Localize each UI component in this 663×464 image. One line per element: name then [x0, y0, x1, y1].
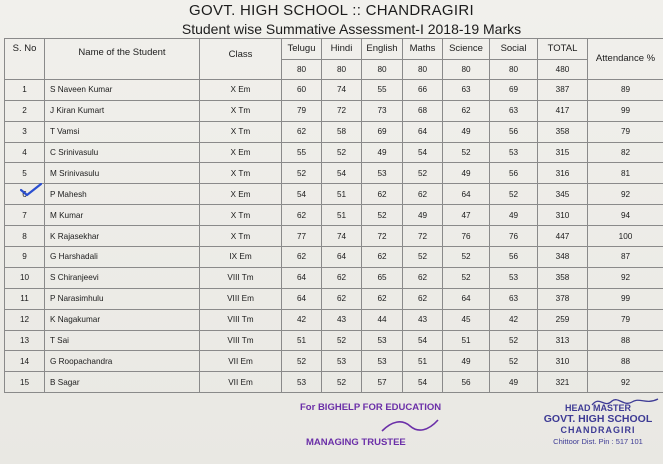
cell-hindi: 52: [322, 142, 362, 163]
cell-maths: 52: [403, 163, 443, 184]
col-header-name: Name of the Student: [45, 39, 200, 80]
cell-maths: 66: [403, 79, 443, 100]
cell-sno: 6: [5, 184, 45, 205]
cell-science: 52: [443, 247, 490, 268]
stamp-line-2: GOVT. HIGH SCHOOL: [543, 413, 653, 425]
cell-science: 45: [443, 309, 490, 330]
cell-total: 348: [538, 247, 588, 268]
cell-social: 69: [490, 79, 538, 100]
cell-social: 53: [490, 142, 538, 163]
cell-student-name: S Naveen Kumar: [45, 79, 200, 100]
max-maths: 80: [403, 59, 443, 79]
marks-table: [4, 38, 663, 393]
cell-sno: 1: [5, 79, 45, 100]
cell-class: VII Em: [200, 372, 282, 393]
cell-total: 316: [538, 163, 588, 184]
cell-attendance: 81: [588, 163, 663, 184]
cell-telugu: 60: [282, 79, 322, 100]
cell-class: X Em: [200, 79, 282, 100]
cell-maths: 51: [403, 351, 443, 372]
cell-student-name: J Kiran Kumart: [45, 100, 200, 121]
cell-class: VIII Tm: [200, 330, 282, 351]
cell-student-name: M Kumar: [45, 205, 200, 226]
cell-total: 358: [538, 121, 588, 142]
cell-sno: 3: [5, 121, 45, 142]
cell-telugu: 42: [282, 309, 322, 330]
cell-english: 62: [362, 184, 403, 205]
cell-science: 51: [443, 330, 490, 351]
cell-social: 49: [490, 372, 538, 393]
cell-science: 52: [443, 142, 490, 163]
cell-maths: 54: [403, 330, 443, 351]
cell-science: 76: [443, 226, 490, 247]
table-row: [5, 205, 663, 226]
cell-class: VIII Tm: [200, 267, 282, 288]
cell-telugu: 52: [282, 163, 322, 184]
cell-hindi: 62: [322, 288, 362, 309]
max-science: 80: [443, 59, 490, 79]
cell-maths: 68: [403, 100, 443, 121]
max-total: 480: [538, 59, 588, 79]
cell-maths: 54: [403, 142, 443, 163]
cell-social: 42: [490, 309, 538, 330]
cell-telugu: 53: [282, 372, 322, 393]
cell-telugu: 62: [282, 247, 322, 268]
cell-science: 49: [443, 163, 490, 184]
school-title: GOVT. HIGH SCHOOL :: CHANDRAGIRI: [189, 2, 474, 19]
cell-class: IX Em: [200, 247, 282, 268]
cell-telugu: 55: [282, 142, 322, 163]
cell-sno: 10: [5, 267, 45, 288]
cell-hindi: 54: [322, 163, 362, 184]
cell-hindi: 51: [322, 205, 362, 226]
max-english: 80: [362, 59, 403, 79]
cell-class: X Tm: [200, 205, 282, 226]
checkmark-icon: [20, 183, 42, 197]
cell-telugu: 64: [282, 288, 322, 309]
cell-english: 53: [362, 330, 403, 351]
cell-social: 56: [490, 247, 538, 268]
table-row: [5, 267, 663, 288]
cell-class: X Tm: [200, 100, 282, 121]
table-row: [5, 351, 663, 372]
col-header-total: TOTAL: [538, 39, 588, 60]
cell-class: X Em: [200, 184, 282, 205]
cell-attendance: 82: [588, 142, 663, 163]
headmaster-stamp: [534, 403, 662, 447]
cell-student-name: G Roopachandra: [45, 351, 200, 372]
cell-attendance: 100: [588, 226, 663, 247]
cell-science: 63: [443, 79, 490, 100]
cell-science: 64: [443, 184, 490, 205]
cell-sno: 15: [5, 372, 45, 393]
cell-maths: 43: [403, 309, 443, 330]
cell-total: 378: [538, 288, 588, 309]
cell-class: X Tm: [200, 121, 282, 142]
cell-total: 321: [538, 372, 588, 393]
cell-total: 447: [538, 226, 588, 247]
cell-attendance: 89: [588, 79, 663, 100]
cell-attendance: 99: [588, 288, 663, 309]
cell-student-name: G Harshadali: [45, 247, 200, 268]
cell-class: X Em: [200, 142, 282, 163]
cell-sno: 7: [5, 205, 45, 226]
cell-sno: 8: [5, 226, 45, 247]
cell-class: X Tm: [200, 226, 282, 247]
table-row: [5, 330, 663, 351]
cell-student-name: T Vamsi: [45, 121, 200, 142]
cell-telugu: 52: [282, 351, 322, 372]
cell-social: 63: [490, 100, 538, 121]
table-row: [5, 247, 663, 268]
cell-student-name: K Rajasekhar: [45, 226, 200, 247]
cell-english: 44: [362, 309, 403, 330]
cell-total: 313: [538, 330, 588, 351]
cell-science: 64: [443, 288, 490, 309]
stamp-line-4: Chittoor Dist. Pin : 517 101: [553, 437, 643, 446]
table-row: [5, 79, 663, 100]
col-header-telugu: Telugu: [282, 39, 322, 60]
managing-trustee-label: MANAGING TRUSTEE: [306, 437, 406, 448]
cell-maths: 62: [403, 267, 443, 288]
cell-english: 57: [362, 372, 403, 393]
cell-maths: 62: [403, 184, 443, 205]
cell-english: 55: [362, 79, 403, 100]
cell-student-name: B Sagar: [45, 372, 200, 393]
cell-social: 56: [490, 121, 538, 142]
report-subtitle: Student wise Summative Assessment-I 2018-19 Marks: [181, 21, 522, 37]
cell-hindi: 52: [322, 330, 362, 351]
cell-social: 56: [490, 163, 538, 184]
col-header-sno: S. No: [5, 39, 45, 80]
cell-social: 76: [490, 226, 538, 247]
cell-hindi: 52: [322, 372, 362, 393]
cell-hindi: 74: [322, 226, 362, 247]
cell-hindi: 53: [322, 351, 362, 372]
cell-sno: 4: [5, 142, 45, 163]
cell-total: 310: [538, 205, 588, 226]
cell-telugu: 51: [282, 330, 322, 351]
cell-hindi: 72: [322, 100, 362, 121]
cell-social: 52: [490, 184, 538, 205]
signature-icon: [380, 417, 440, 435]
stamp-line-1: HEAD MASTER: [564, 403, 631, 413]
cell-science: 52: [443, 267, 490, 288]
table-row: [5, 372, 663, 393]
cell-sno: 12: [5, 309, 45, 330]
col-header-class: Class: [200, 39, 282, 80]
cell-attendance: 88: [588, 351, 663, 372]
table-row: [5, 288, 663, 309]
table-row: [5, 121, 663, 142]
col-header-science: Science: [443, 39, 490, 60]
cell-sno: 2: [5, 100, 45, 121]
cell-attendance: 88: [588, 330, 663, 351]
max-telugu: 80: [282, 59, 322, 79]
cell-sno: 9: [5, 247, 45, 268]
cell-science: 49: [443, 121, 490, 142]
cell-science: 47: [443, 205, 490, 226]
cell-telugu: 62: [282, 121, 322, 142]
cell-maths: 54: [403, 372, 443, 393]
cell-class: X Tm: [200, 163, 282, 184]
cell-hindi: 74: [322, 79, 362, 100]
cell-student-name: P Narasimhulu: [45, 288, 200, 309]
cell-attendance: 92: [588, 267, 663, 288]
cell-telugu: 79: [282, 100, 322, 121]
cell-science: 49: [443, 351, 490, 372]
cell-maths: 72: [403, 226, 443, 247]
cell-science: 62: [443, 100, 490, 121]
cell-total: 259: [538, 309, 588, 330]
cell-english: 52: [362, 205, 403, 226]
cell-social: 49: [490, 205, 538, 226]
col-header-english: English: [362, 39, 403, 60]
cell-english: 72: [362, 226, 403, 247]
cell-student-name: P Mahesh: [45, 184, 200, 205]
table-row: [5, 100, 663, 121]
cell-telugu: 77: [282, 226, 322, 247]
cell-english: 69: [362, 121, 403, 142]
cell-english: 65: [362, 267, 403, 288]
cell-attendance: 92: [588, 184, 663, 205]
cell-maths: 64: [403, 121, 443, 142]
cell-sno: 11: [5, 288, 45, 309]
cell-social: 63: [490, 288, 538, 309]
cell-social: 52: [490, 351, 538, 372]
cell-total: 358: [538, 267, 588, 288]
cell-telugu: 64: [282, 267, 322, 288]
cell-student-name: T Sai: [45, 330, 200, 351]
cell-english: 62: [362, 288, 403, 309]
table-row: [5, 226, 663, 247]
cell-english: 53: [362, 351, 403, 372]
trust-name: For BIGHELP FOR EDUCATION: [300, 402, 442, 413]
cell-attendance: 79: [588, 309, 663, 330]
cell-hindi: 43: [322, 309, 362, 330]
cell-sno: 13: [5, 330, 45, 351]
table-row: [5, 163, 663, 184]
cell-class: VIII Em: [200, 288, 282, 309]
cell-hindi: 64: [322, 247, 362, 268]
cell-sno: 5: [5, 163, 45, 184]
cell-attendance: 94: [588, 205, 663, 226]
cell-student-name: S Chiranjeevi: [45, 267, 200, 288]
max-hindi: 80: [322, 59, 362, 79]
cell-student-name: K Nagakumar: [45, 309, 200, 330]
cell-total: 315: [538, 142, 588, 163]
cell-sno: 14: [5, 351, 45, 372]
cell-attendance: 87: [588, 247, 663, 268]
cell-student-name: M Srinivasulu: [45, 163, 200, 184]
cell-class: VIII Tm: [200, 309, 282, 330]
col-header-maths: Maths: [403, 39, 443, 60]
cell-hindi: 58: [322, 121, 362, 142]
cell-maths: 52: [403, 247, 443, 268]
cell-english: 73: [362, 100, 403, 121]
header-row: [5, 39, 663, 60]
cell-class: VII Em: [200, 351, 282, 372]
col-header-social: Social: [490, 39, 538, 60]
cell-maths: 49: [403, 205, 443, 226]
cell-social: 53: [490, 267, 538, 288]
cell-total: 345: [538, 184, 588, 205]
max-social: 80: [490, 59, 538, 79]
col-header-attendance: Attendance %: [588, 39, 663, 80]
cell-total: 417: [538, 100, 588, 121]
cell-telugu: 54: [282, 184, 322, 205]
cell-hindi: 51: [322, 184, 362, 205]
cell-english: 62: [362, 247, 403, 268]
stamp-line-3: CHANDRAGIRI: [560, 425, 636, 435]
cell-total: 387: [538, 79, 588, 100]
cell-hindi: 62: [322, 267, 362, 288]
table-row: [5, 142, 663, 163]
cell-english: 53: [362, 163, 403, 184]
col-header-hindi: Hindi: [322, 39, 362, 60]
cell-attendance: 92: [588, 372, 663, 393]
cell-attendance: 79: [588, 121, 663, 142]
cell-english: 49: [362, 142, 403, 163]
cell-student-name: C Srinivasulu: [45, 142, 200, 163]
cell-total: 310: [538, 351, 588, 372]
table-row: [5, 309, 663, 330]
cell-telugu: 62: [282, 205, 322, 226]
cell-science: 56: [443, 372, 490, 393]
table-row: [5, 184, 663, 205]
cell-social: 52: [490, 330, 538, 351]
cell-attendance: 99: [588, 100, 663, 121]
cell-maths: 62: [403, 288, 443, 309]
